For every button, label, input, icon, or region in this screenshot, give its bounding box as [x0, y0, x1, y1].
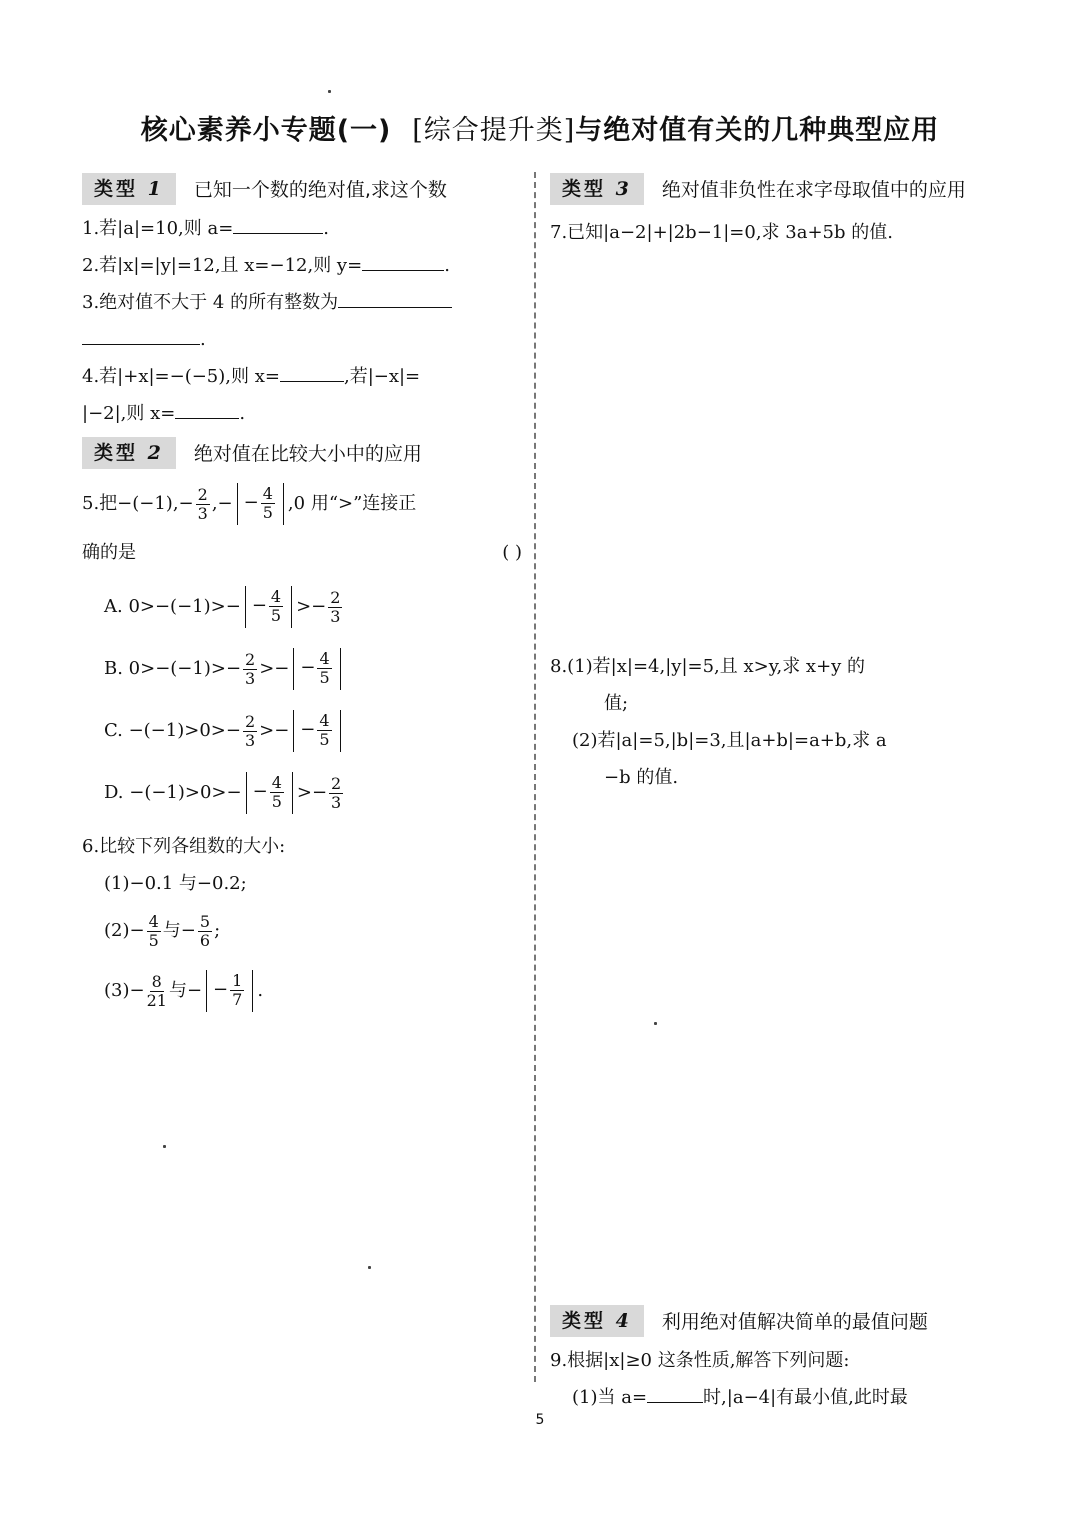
scan-speck	[368, 1266, 371, 1269]
question-9: 9.根据|x|≥0 这条性质,解答下列问题:	[550, 1350, 850, 1371]
type2-tag: 类型 2	[82, 437, 176, 469]
question-5-cont: 确的是 ( )	[82, 530, 522, 576]
right-column	[550, 170, 990, 251]
option-a[interactable]: A. 0>−(−1)>− − $\frac{4}{5}$ >− $\frac{2}{3}$	[82, 576, 522, 638]
question-9-part-1: (1)当 a= 时,|a−4|有最小值,此时最	[550, 1379, 990, 1416]
type1-header	[82, 170, 522, 210]
title-part-c: 与绝对值有关的几种典型应用	[575, 115, 940, 146]
answer-paren[interactable]: ( )	[502, 542, 522, 563]
question-8-line-2: 值;	[604, 693, 629, 714]
type4-tag: 类型 4	[550, 1305, 644, 1337]
question-3-cont: .	[82, 321, 522, 358]
page-title	[0, 108, 1080, 147]
scan-speck	[163, 1145, 166, 1148]
question-7: 7.已知|a−2|+|2b−1|=0,求 3a+5b 的值.	[550, 222, 893, 243]
question-2: 2.若|x|=|y|=12,且 x=−12,则 y= .	[82, 247, 522, 284]
page-number: 5	[535, 1412, 545, 1428]
question-6-part-2: (2)− $\frac{4}{5}$ 与− $\frac{5}{6}$ ;	[104, 911, 221, 950]
question-8-line-4: −b 的值.	[604, 767, 679, 788]
option-d[interactable]: D. −(−1)>0>− − $\frac{4}{5}$ >− $\frac{2}{3}$	[82, 762, 522, 824]
question-3: 3.绝对值不大于 4 的所有整数为	[82, 284, 522, 321]
question-8-line-1: 8.(1)若|x|=4,|y|=5,且 x>y,求 x+y 的	[550, 656, 866, 677]
question-6-part-1: (1)−0.1 与−0.2;	[104, 873, 247, 894]
fraction: $\frac{2}{3}$	[197, 484, 208, 523]
type1-tag: 类型 1	[82, 173, 176, 205]
question-1: 1.若|a|=10,则 a= .	[82, 210, 522, 247]
column-divider	[534, 172, 536, 1382]
question-8-block	[550, 648, 990, 796]
scan-speck	[654, 1022, 657, 1025]
answer-blank[interactable]	[280, 359, 344, 382]
left-column	[82, 170, 522, 1022]
question-4: 4.若|+x|=−(−5),则 x= ,若|−x|=	[82, 358, 522, 395]
answer-blank[interactable]	[362, 248, 444, 271]
answer-blank[interactable]	[82, 322, 200, 345]
type3-header	[550, 170, 990, 210]
type4-block	[550, 1302, 990, 1416]
question-4-cont: |−2|,则 x= .	[82, 395, 522, 432]
type3-tag: 类型 3	[550, 173, 644, 205]
type4-header	[550, 1302, 990, 1342]
question-5: 5.把−(−1),− $\frac{2}{3}$ ,− − $\frac{4}{5}$ ,0 用“>”连接正	[82, 478, 522, 530]
answer-blank[interactable]	[175, 396, 239, 419]
answer-blank[interactable]	[233, 211, 323, 234]
absolute-value: − $\frac{4}{5}$	[237, 483, 284, 525]
title-part-b: [综合提升类]	[412, 115, 576, 146]
type1-title: 已知一个数的绝对值,求这个数	[193, 179, 447, 201]
question-8-line-3: (2)若|a|=5,|b|=3,且|a+b|=a+b,求 a	[572, 730, 887, 751]
answer-blank[interactable]	[647, 1380, 703, 1403]
answer-blank[interactable]	[338, 285, 452, 308]
type2-title: 绝对值在比较大小中的应用	[193, 443, 422, 465]
question-6-part-3: (3)− $\frac{8}{21}$ 与− − $\frac{1}{7}$ .	[82, 960, 522, 1022]
option-c[interactable]: C. −(−1)>0>− $\frac{2}{3}$ >− − $\frac{4}{5}$	[82, 700, 522, 762]
type4-title: 利用绝对值解决简单的最值问题	[661, 1311, 928, 1333]
type2-header	[82, 434, 522, 474]
option-b[interactable]: B. 0>−(−1)>− $\frac{2}{3}$ >− − $\frac{4}{5}$	[82, 638, 522, 700]
question-6: 6.比较下列各组数的大小:	[82, 836, 286, 857]
scan-speck	[328, 90, 331, 93]
type3-title: 绝对值非负性在求字母取值中的应用	[661, 179, 966, 201]
title-part-a: 核心素养小专题(一)	[140, 115, 392, 146]
